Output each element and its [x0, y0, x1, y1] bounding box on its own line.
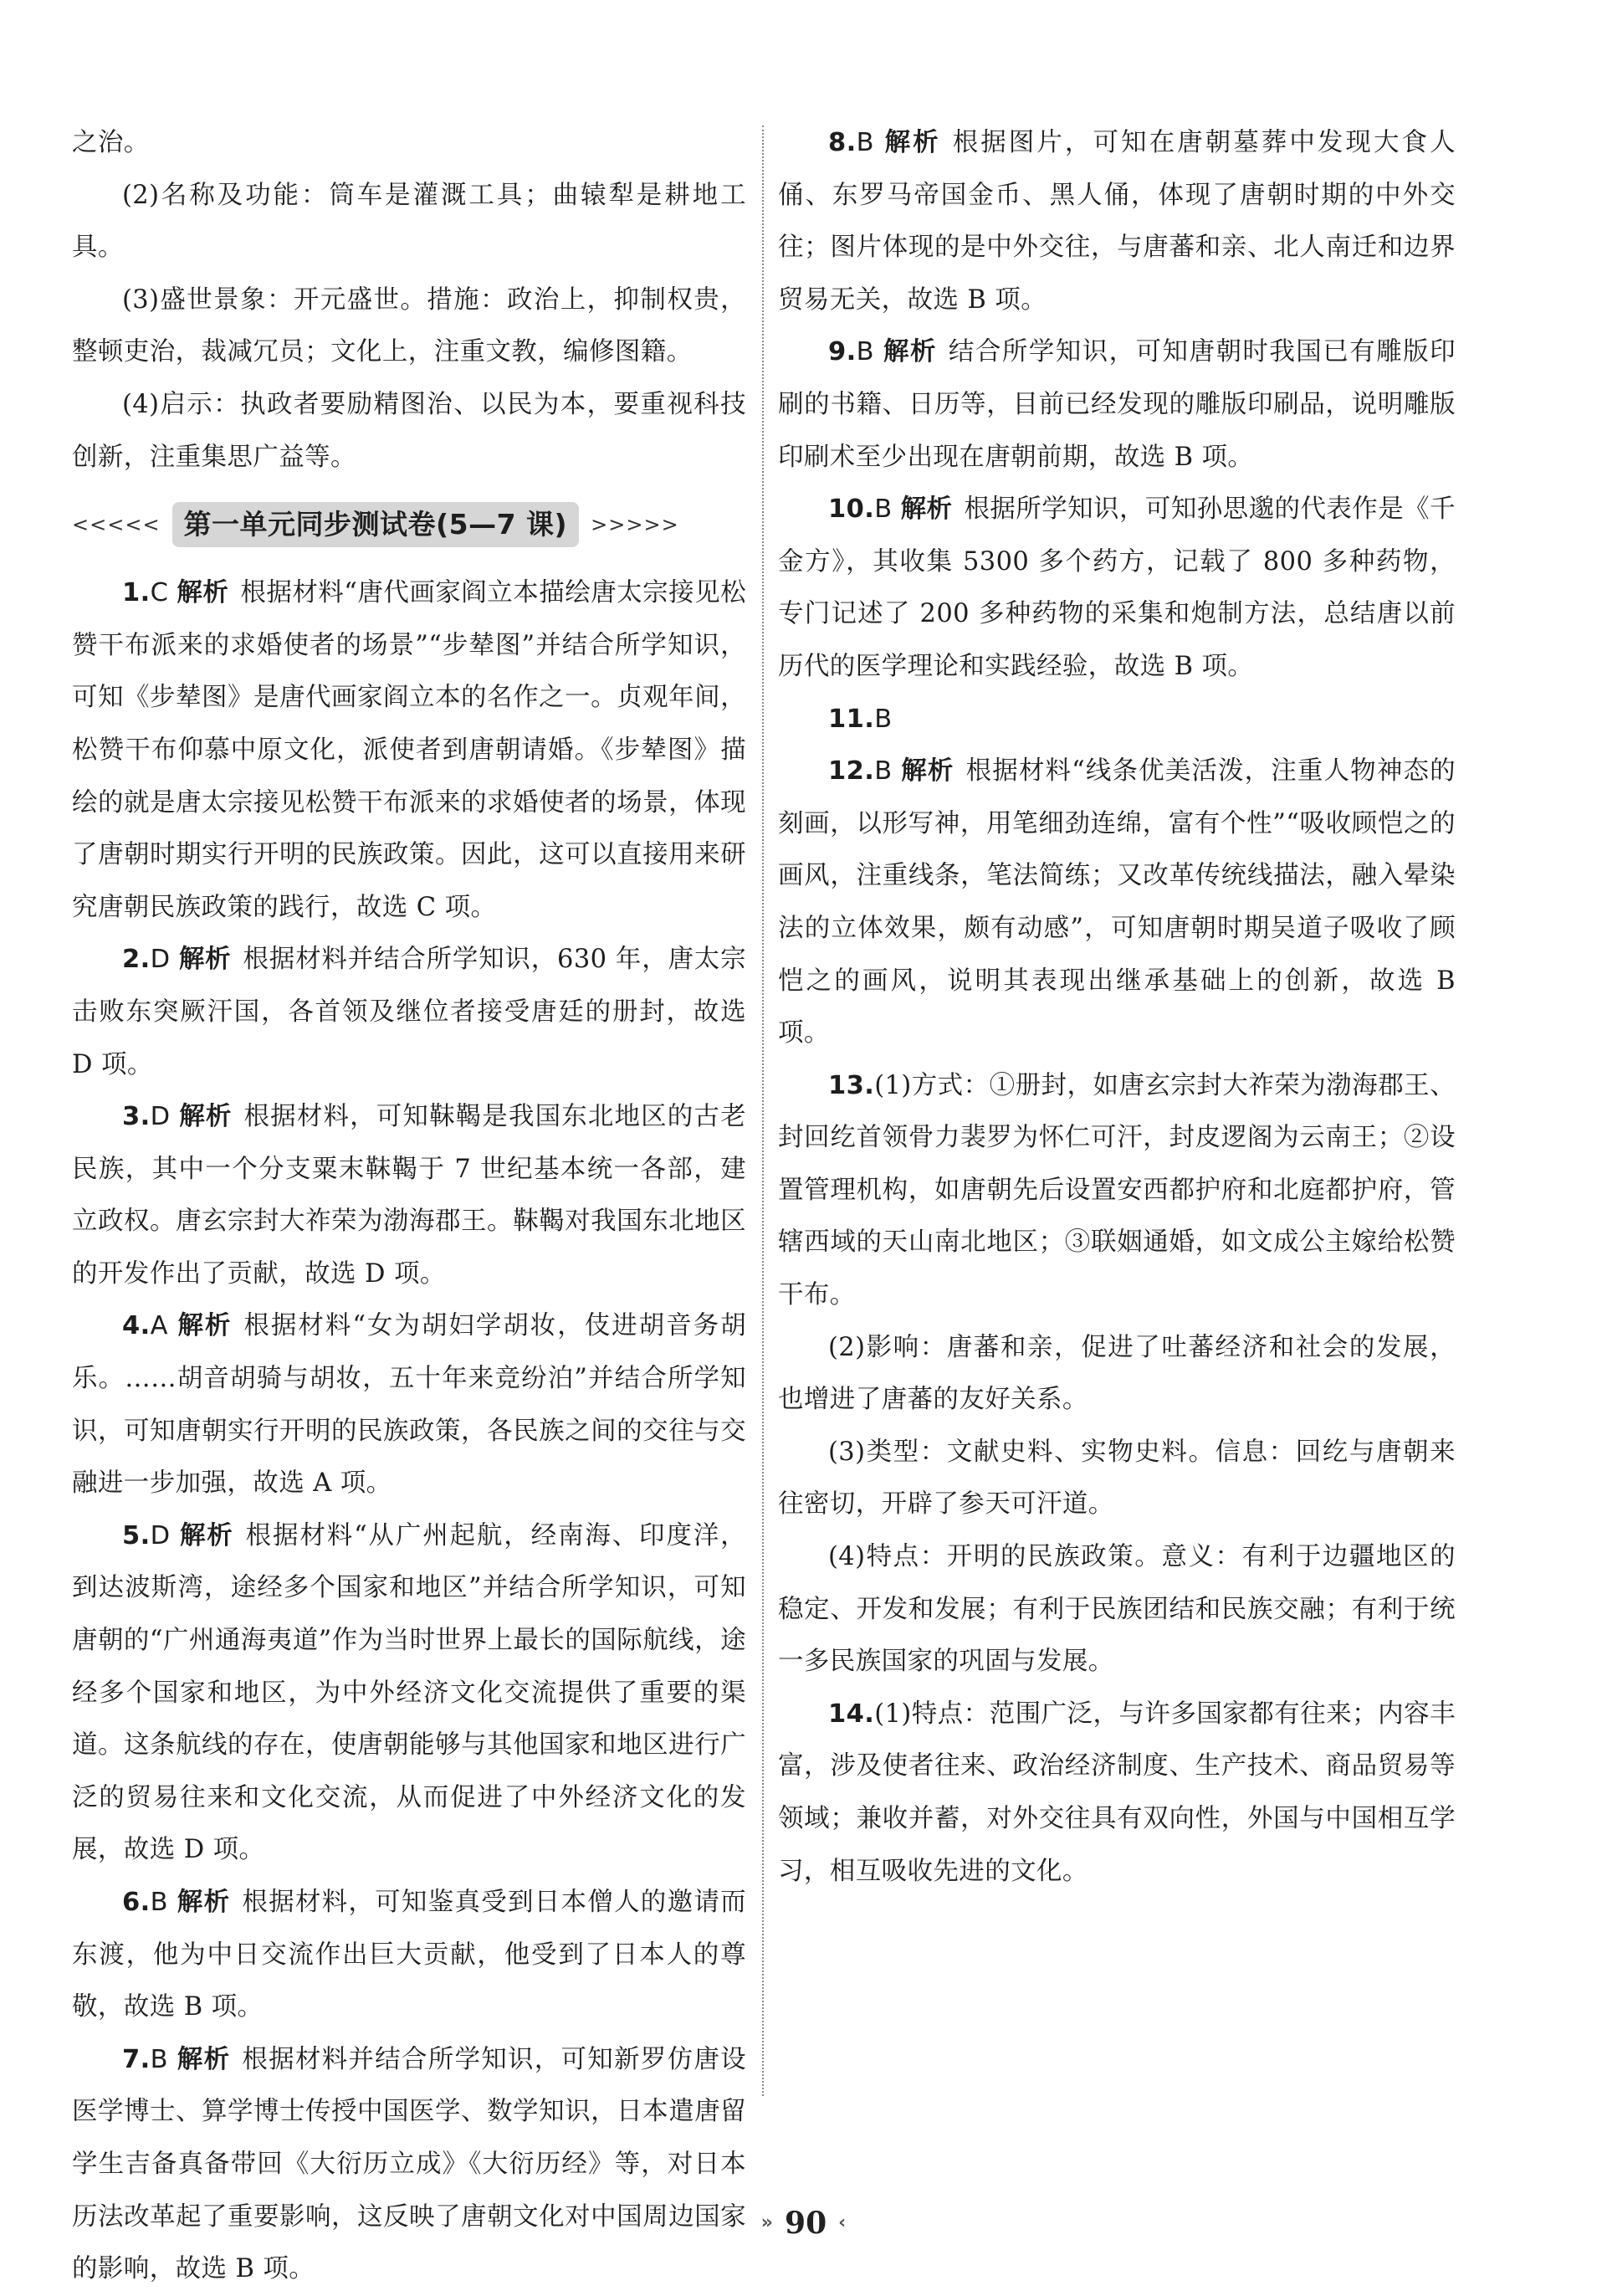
right-column	[778, 117, 1456, 1898]
answer-choice: B	[150, 1888, 168, 1917]
answer-item	[778, 484, 1456, 693]
analysis-label: 解析	[882, 337, 937, 367]
answer-item	[72, 1300, 746, 1509]
analysis-label: 解析	[176, 2044, 231, 2074]
answer-text: 根据材料，可知靺鞨是我国东北地区的古老民族，其中一个分支粟末靺鞨于 7 世纪基本统一各部，建立政权。唐玄宗封大祚荣为渤海郡王。靺鞨对我国东北地区的开发作出了贡献，故选 D 项。	[72, 1102, 746, 1289]
q13-part-2: (2)影响：唐蕃和亲，促进了吐蕃经济和社会的发展，也增进了唐蕃的友好关系。	[778, 1332, 1456, 1415]
answer-text: 根据材料并结合所学知识，630 年，唐太宗击败东突厥汗国，各首领及继位者接受唐廷的册封，故选 D 项。	[72, 945, 746, 1079]
answer-item	[72, 567, 746, 934]
answer-item	[778, 326, 1456, 484]
page-number-value: 90	[785, 2206, 827, 2241]
intro-paragraph-1: (2)名称及功能：筒车是灌溉工具；曲辕犁是耕地工具。	[72, 180, 746, 263]
answer-number: 13.	[828, 1070, 875, 1100]
answer-text: 结合所学知识，可知唐朝时我国已有雕版印刷的书籍、日历等，目前已经发现的雕版印刷品，说明雕版印刷术至少出现在唐朝前期，故选 B 项。	[778, 337, 1456, 472]
answer-text: 根据材料“女为胡妇学胡妆，伎进胡音务胡乐。……胡音胡骑与胡妆，五十年来竞纷泊”并结合所学知识，可知唐朝实行开明的民族政策，各民族之间的交往与交融进一步加强，故选 A 项。	[72, 1311, 746, 1499]
heading-left-marker: <<<<<	[72, 512, 161, 536]
answer-number: 9.	[828, 337, 857, 367]
analysis-label: 解析	[176, 1888, 231, 1917]
answer-choice: B	[856, 128, 874, 157]
analysis-label: 解析	[900, 495, 953, 525]
answer-choice: B	[150, 2044, 168, 2074]
answer-item	[778, 117, 1456, 326]
answer-text: 根据材料“唐代画家阎立本描绘唐太宗接见松赞干布派来的求婚使者的场景”“步辇图”并结合所学知识，可知《步辇图》是唐代画家阎立本的名作之一。贞观年间，松赞干布仰慕中原文化，派使者到唐朝请婚。《步辇图》描绘的就是唐太宗接见松赞干布派来的求婚使者的场景，体现了唐朝时期实行开明的民族政策。因此，这可以直接用来研究唐朝民族政策的践行，故选 C 项。	[72, 578, 746, 922]
answer-text: 根据所学知识，可知孙思邈的代表作是《千金方》，其收集 5300 多个药方，记载了 800 多种药物，专门记述了 200 多种药物的采集和炮制方法，总结唐以前历代的医学理论和实践经验，故选 B 项。	[778, 495, 1456, 681]
section-title: 第一单元同步测试卷(5—7 课)	[172, 502, 580, 547]
answer-number: 5.	[122, 1520, 151, 1550]
answer-text: 根据材料并结合所学知识，可知新罗仿唐设医学博士、算学博士传授中国医学、数学知识，日本遣唐留学生吉备真备带回《大衍历立成》《大衍历经》等，对日本历法改革起了重要影响，这反映了唐朝文化对中国周边国家的影响，故选 B 项。	[72, 2044, 746, 2284]
q14-part-1	[778, 1689, 1456, 1898]
analysis-label: 解析	[900, 756, 954, 787]
answer-item	[778, 694, 1456, 746]
q13-part-3: (3)类型：文献史料、实物史料。信息：回纥与唐朝来往密切，开辟了参天可汗道。	[778, 1437, 1456, 1520]
answer-number: 2.	[122, 945, 151, 975]
answer-choice: D	[150, 1102, 171, 1132]
left-column	[72, 117, 746, 2296]
analysis-label: 解析	[882, 128, 941, 157]
answer-number: 3.	[122, 1102, 151, 1132]
q13-part-4: (4)特点：开明的民族政策。意义：有利于边疆地区的稳定、开发和发展；有利于民族团结和民族交融；有利于统一多民族国家的巩固与发展。	[778, 1542, 1456, 1677]
answer-choice: B	[874, 704, 893, 734]
answer-number: 8.	[828, 128, 857, 157]
answer-text: (1)方式：①册封，如唐玄宗封大祚荣为渤海郡王、封回纥首领骨力裴罗为怀仁可汗，封皮逻阁为云南王；②设置管理机构，如唐朝先后设置安西都护府和北庭都护府，管辖西域的天山南北地区；③联姻通婚，如文成公主嫁给松赞干布。	[778, 1070, 1456, 1310]
answer-number: 6.	[122, 1888, 151, 1917]
answer-choice: B	[874, 756, 893, 787]
answer-choice: D	[150, 1520, 171, 1550]
intro-paragraph-0: 之治。	[72, 128, 150, 157]
answer-text: 根据图片，可知在唐朝墓葬中发现大食人俑、东罗马帝国金币、黑人俑，体现了唐朝时期的中外交往；图片体现的是中外交往，与唐蕃和亲、北人南迁和边界贸易无关，故选 B 项。	[778, 128, 1456, 315]
answer-item	[72, 1877, 746, 2034]
answer-item	[72, 2034, 746, 2296]
q13-part-1	[778, 1060, 1456, 1322]
answer-item	[72, 1091, 746, 1300]
answer-item	[778, 746, 1456, 1060]
heading-right-marker: >>>>>	[591, 512, 679, 536]
answer-number: 7.	[122, 2044, 151, 2074]
section-heading	[72, 499, 746, 551]
chevron-left-icon: ‹	[838, 2212, 847, 2233]
answer-number: 14.	[828, 1699, 875, 1729]
answer-choice: D	[150, 945, 171, 975]
answer-number: 12.	[828, 756, 875, 787]
double-chevron-right-icon: »	[760, 2212, 774, 2233]
analysis-label: 解析	[176, 1311, 233, 1341]
answer-text: (1)特点：范围广泛，与许多国家都有往来；内容丰富，涉及使者往来、政治经济制度、生产技术、商品贸易等领域；兼收并蓄，对外交往具有双向性，外国与中国相互学习，相互吸收先进的文化。	[778, 1699, 1456, 1886]
answer-number: 11.	[828, 704, 875, 734]
intro-paragraph-2: (3)盛世景象：开元盛世。措施：政治上，抑制权贵，整顿吏治，裁减冗员；文化上，注重文教，编修图籍。	[72, 284, 746, 367]
answer-choice: C	[150, 578, 169, 608]
answer-item	[72, 934, 746, 1091]
answer-text: 根据材料“从广州起航，经南海、印度洋，到达波斯湾，途经多个国家和地区”并结合所学知识，可知唐朝的“广州通海夷道”作为当时世界上最长的国际航线，途经多个国家和地区，为中外经济文化交流提供了重要的渠道。这条航线的存在，使唐朝能够与其他国家和地区进行广泛的贸易往来和文化交流，从而促进了中外经济文化的发展，故选 D 项。	[72, 1520, 746, 1865]
answer-text: 根据材料，可知鉴真受到日本僧人的邀请而东渡，他为中日交流作出巨大贡献，他受到了日本人的尊敬，故选 B 项。	[72, 1888, 746, 2022]
analysis-label: 解析	[178, 1520, 234, 1550]
intro-paragraph-3: (4)启示：执政者要励精图治、以民为本，要重视科技创新，注重集思广益等。	[72, 389, 746, 472]
analysis-label: 解析	[178, 1102, 233, 1132]
answer-item	[72, 1510, 746, 1877]
answer-number: 4.	[122, 1311, 151, 1341]
column-divider	[762, 126, 764, 2096]
answer-choice: B	[874, 495, 893, 525]
analysis-label: 解析	[178, 945, 232, 975]
page-number	[0, 2206, 1607, 2241]
answer-choice: A	[150, 1311, 168, 1341]
answer-choice: B	[856, 337, 874, 367]
answer-number: 1.	[122, 578, 151, 608]
analysis-label: 解析	[177, 578, 229, 608]
answer-number: 10.	[828, 495, 875, 525]
answer-text: 根据材料“线条优美活泼，注重人物神态的刻画，以形写神，用笔细劲连绵，富有个性”“吸收顾恺之的画风，注重线条，笔法简练；又改革传统线描法，融入晕染法的立体效果，颇有动感”，可知唐朝时期吴道子吸收了顾恺之的画风，说明其表现出继承基础上的创新，故选 B 项。	[778, 756, 1456, 1048]
